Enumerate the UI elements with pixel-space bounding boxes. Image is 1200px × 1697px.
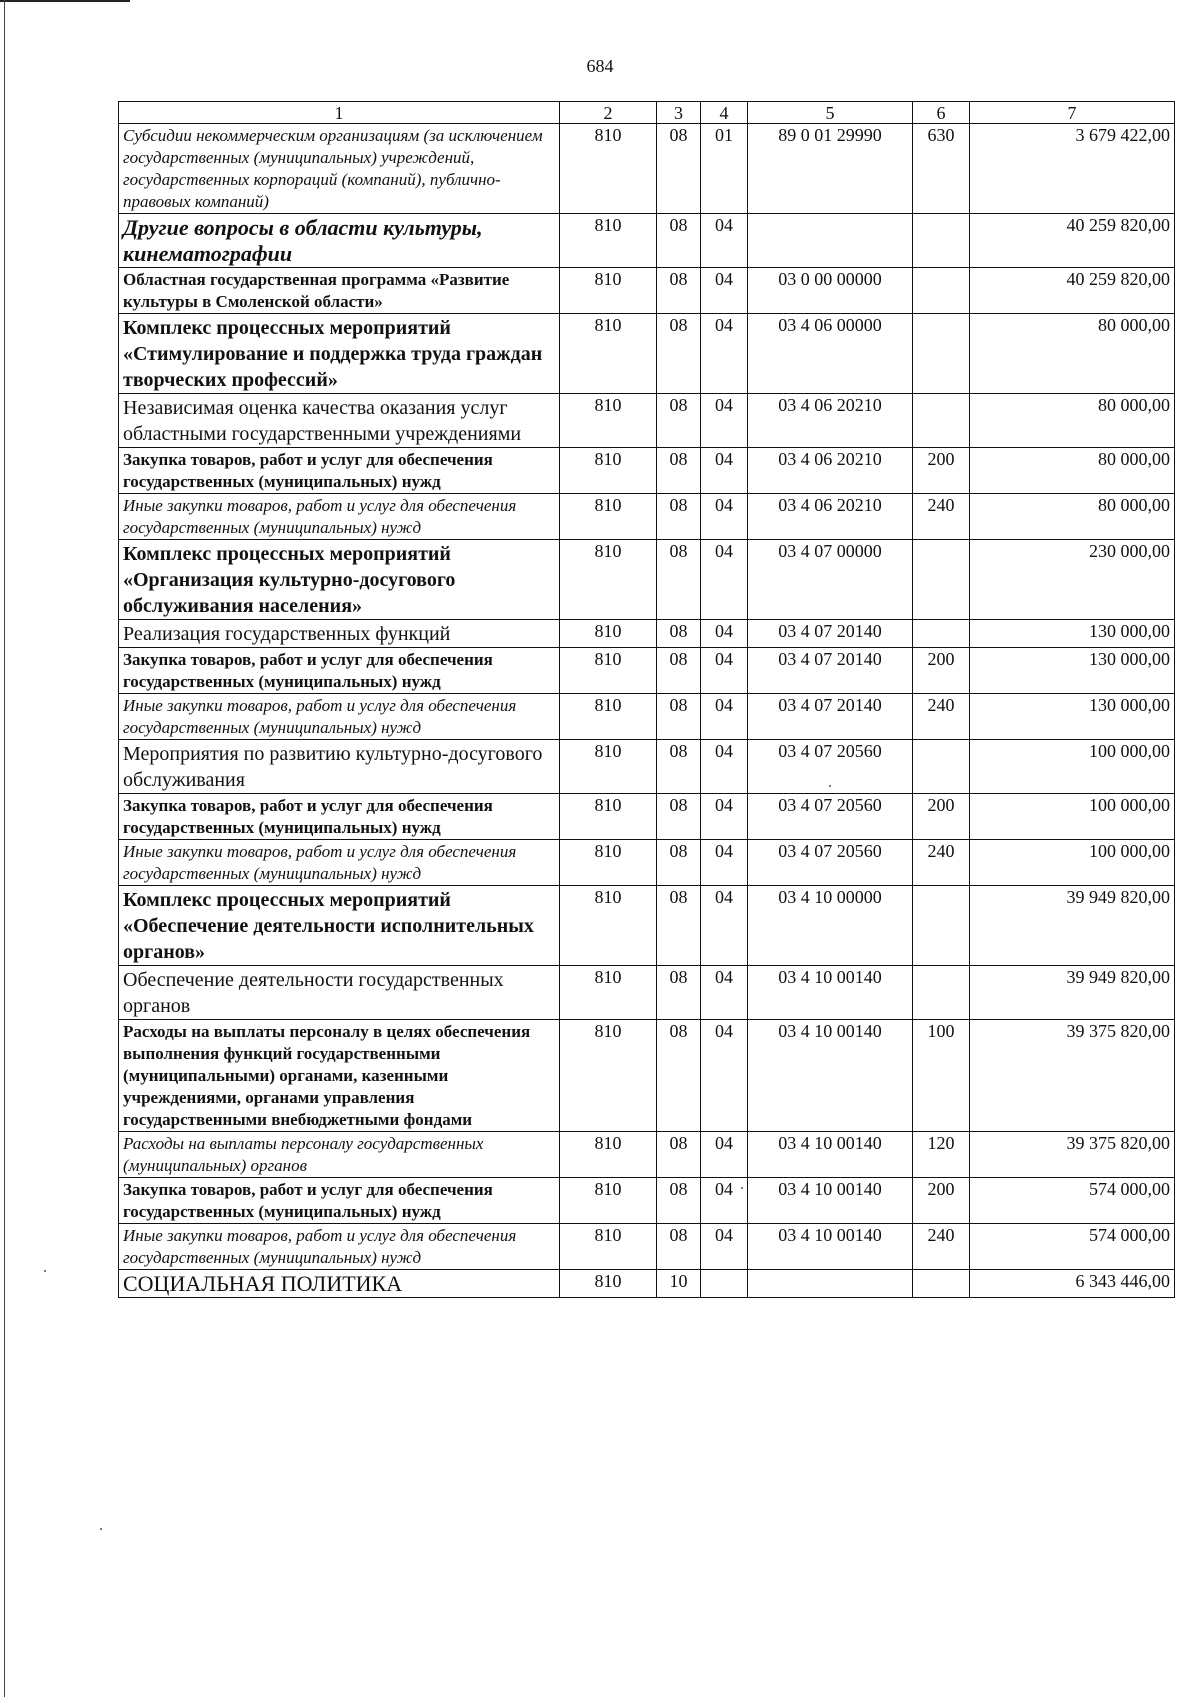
ministry-code-cell: 810 bbox=[560, 1178, 657, 1224]
expense-type-code-cell: 240 bbox=[913, 494, 970, 540]
section-code-cell: 08 bbox=[657, 540, 701, 620]
item-name-cell: СОЦИАЛЬНАЯ ПОЛИТИКА bbox=[119, 1270, 560, 1298]
table-row bbox=[119, 886, 1175, 966]
target-article-code-cell: 03 4 06 20210 bbox=[748, 448, 913, 494]
target-article-code-cell: 03 4 10 00140 bbox=[748, 1178, 913, 1224]
header-col-2: 2 bbox=[560, 102, 657, 124]
amount-cell: 39 375 820,00 bbox=[970, 1020, 1175, 1132]
expense-type-code-cell bbox=[913, 540, 970, 620]
subsection-code-cell: 04 bbox=[701, 694, 748, 740]
page-number: 684 bbox=[586, 56, 614, 76]
subsection-code-cell: 04 bbox=[701, 740, 748, 794]
amount-cell: 40 259 820,00 bbox=[970, 268, 1175, 314]
subsection-code-cell: 04 bbox=[701, 1178, 748, 1224]
subsection-code-cell: 04 bbox=[701, 1132, 748, 1178]
table-row bbox=[119, 394, 1175, 448]
ministry-code-cell: 810 bbox=[560, 540, 657, 620]
expense-type-code-cell: 630 bbox=[913, 124, 970, 214]
table-header-row bbox=[119, 102, 1175, 124]
header-col-6: 6 bbox=[913, 102, 970, 124]
subsection-code-cell: 04 bbox=[701, 794, 748, 840]
subsection-code-cell: 04 bbox=[701, 1224, 748, 1270]
amount-cell: 40 259 820,00 bbox=[970, 214, 1175, 268]
table-row bbox=[119, 620, 1175, 648]
section-code-cell: 08 bbox=[657, 620, 701, 648]
subsection-code-cell: 04 bbox=[701, 886, 748, 966]
expense-type-code-cell bbox=[913, 620, 970, 648]
target-article-code-cell: 03 4 10 00000 bbox=[748, 886, 913, 966]
target-article-code-cell: 03 4 06 20210 bbox=[748, 494, 913, 540]
target-article-code-cell: 03 4 07 00000 bbox=[748, 540, 913, 620]
header-col-1: 1 bbox=[119, 102, 560, 124]
ministry-code-cell: 810 bbox=[560, 886, 657, 966]
expense-type-code-cell bbox=[913, 740, 970, 794]
target-article-code-cell: 03 4 07 20560 bbox=[748, 740, 913, 794]
table-row bbox=[119, 1132, 1175, 1178]
ministry-code-cell: 810 bbox=[560, 620, 657, 648]
ministry-code-cell: 810 bbox=[560, 1020, 657, 1132]
table-row bbox=[119, 794, 1175, 840]
amount-cell: 130 000,00 bbox=[970, 648, 1175, 694]
item-name-cell: Расходы на выплаты персоналу государственных (муниципальных) органов bbox=[119, 1132, 560, 1178]
amount-cell: 39 375 820,00 bbox=[970, 1132, 1175, 1178]
amount-cell: 39 949 820,00 bbox=[970, 886, 1175, 966]
table-row bbox=[119, 214, 1175, 268]
scan-speck bbox=[44, 1270, 46, 1272]
amount-cell: 574 000,00 bbox=[970, 1178, 1175, 1224]
item-name-cell: Закупка товаров, работ и услуг для обеспечения государственных (муниципальных) нужд bbox=[119, 448, 560, 494]
scan-speck bbox=[100, 1528, 102, 1530]
item-name-cell: Областная государственная программа «Развитие культуры в Смоленской области» bbox=[119, 268, 560, 314]
target-article-code-cell bbox=[748, 214, 913, 268]
subsection-code-cell bbox=[701, 1270, 748, 1298]
item-name-cell: Обеспечение деятельности государственных органов bbox=[119, 966, 560, 1020]
expense-type-code-cell bbox=[913, 214, 970, 268]
section-code-cell: 08 bbox=[657, 124, 701, 214]
ministry-code-cell: 810 bbox=[560, 214, 657, 268]
subsection-code-cell: 04 bbox=[701, 394, 748, 448]
table-row bbox=[119, 540, 1175, 620]
amount-cell: 80 000,00 bbox=[970, 394, 1175, 448]
table-row bbox=[119, 268, 1175, 314]
amount-cell: 6 343 446,00 bbox=[970, 1270, 1175, 1298]
table-row bbox=[119, 494, 1175, 540]
target-article-code-cell: 03 4 07 20140 bbox=[748, 648, 913, 694]
ministry-code-cell: 810 bbox=[560, 314, 657, 394]
table-row bbox=[119, 840, 1175, 886]
amount-cell: 130 000,00 bbox=[970, 620, 1175, 648]
subsection-code-cell: 04 bbox=[701, 1020, 748, 1132]
section-code-cell: 08 bbox=[657, 794, 701, 840]
item-name-cell: Закупка товаров, работ и услуг для обеспечения государственных (муниципальных) нужд bbox=[119, 648, 560, 694]
item-name-cell: Комплекс процессных мероприятий «Обеспечение деятельности исполнительных органов» bbox=[119, 886, 560, 966]
scan-speck bbox=[741, 1187, 743, 1189]
scan-speck bbox=[829, 785, 831, 787]
expense-type-code-cell bbox=[913, 1270, 970, 1298]
expense-type-code-cell: 100 bbox=[913, 1020, 970, 1132]
section-code-cell: 08 bbox=[657, 314, 701, 394]
item-name-cell: Иные закупки товаров, работ и услуг для обеспечения государственных (муниципальных) нужд bbox=[119, 694, 560, 740]
section-code-cell: 08 bbox=[657, 648, 701, 694]
table-row bbox=[119, 648, 1175, 694]
amount-cell: 100 000,00 bbox=[970, 740, 1175, 794]
expense-type-code-cell: 200 bbox=[913, 794, 970, 840]
amount-cell: 100 000,00 bbox=[970, 840, 1175, 886]
target-article-code-cell: 89 0 01 29990 bbox=[748, 124, 913, 214]
target-article-code-cell: 03 4 06 20210 bbox=[748, 394, 913, 448]
section-code-cell: 08 bbox=[657, 1224, 701, 1270]
ministry-code-cell: 810 bbox=[560, 1224, 657, 1270]
target-article-code-cell: 03 4 10 00140 bbox=[748, 1132, 913, 1178]
subsection-code-cell: 04 bbox=[701, 966, 748, 1020]
amount-cell: 3 679 422,00 bbox=[970, 124, 1175, 214]
expense-type-code-cell bbox=[913, 314, 970, 394]
header-col-4: 4 bbox=[701, 102, 748, 124]
ministry-code-cell: 810 bbox=[560, 394, 657, 448]
table-row bbox=[119, 1178, 1175, 1224]
item-name-cell: Иные закупки товаров, работ и услуг для обеспечения государственных (муниципальных) нужд bbox=[119, 840, 560, 886]
scan-edge-left bbox=[4, 0, 5, 1697]
table-row bbox=[119, 1270, 1175, 1298]
section-code-cell: 08 bbox=[657, 448, 701, 494]
section-code-cell: 08 bbox=[657, 394, 701, 448]
expense-type-code-cell: 120 bbox=[913, 1132, 970, 1178]
target-article-code-cell: 03 4 10 00140 bbox=[748, 966, 913, 1020]
ministry-code-cell: 810 bbox=[560, 648, 657, 694]
expense-type-code-cell: 240 bbox=[913, 1224, 970, 1270]
section-code-cell: 10 bbox=[657, 1270, 701, 1298]
section-code-cell: 08 bbox=[657, 740, 701, 794]
ministry-code-cell: 810 bbox=[560, 1132, 657, 1178]
item-name-cell: Закупка товаров, работ и услуг для обеспечения государственных (муниципальных) нужд bbox=[119, 794, 560, 840]
table-row bbox=[119, 694, 1175, 740]
target-article-code-cell: 03 4 07 20560 bbox=[748, 794, 913, 840]
subsection-code-cell: 04 bbox=[701, 214, 748, 268]
ministry-code-cell: 810 bbox=[560, 124, 657, 214]
amount-cell: 130 000,00 bbox=[970, 694, 1175, 740]
ministry-code-cell: 810 bbox=[560, 740, 657, 794]
ministry-code-cell: 810 bbox=[560, 694, 657, 740]
section-code-cell: 08 bbox=[657, 1178, 701, 1224]
item-name-cell: Реализация государственных функций bbox=[119, 620, 560, 648]
item-name-cell: Комплекс процессных мероприятий «Стимулирование и поддержка труда граждан творческих профессий» bbox=[119, 314, 560, 394]
header-col-3: 3 bbox=[657, 102, 701, 124]
table-row bbox=[119, 1020, 1175, 1132]
ministry-code-cell: 810 bbox=[560, 1270, 657, 1298]
amount-cell: 80 000,00 bbox=[970, 448, 1175, 494]
table-row bbox=[119, 1224, 1175, 1270]
target-article-code-cell: 03 0 00 00000 bbox=[748, 268, 913, 314]
expense-type-code-cell bbox=[913, 966, 970, 1020]
item-name-cell: Иные закупки товаров, работ и услуг для обеспечения государственных (муниципальных) нужд bbox=[119, 494, 560, 540]
target-article-code-cell: 03 4 10 00140 bbox=[748, 1020, 913, 1132]
amount-cell: 574 000,00 bbox=[970, 1224, 1175, 1270]
scan-edge-top bbox=[0, 0, 130, 2]
ministry-code-cell: 810 bbox=[560, 448, 657, 494]
item-name-cell: Субсидии некоммерческим организациям (за исключением государственных (муниципальных) учреждений, государственных корпораций (компаний), публично-правовых компаний) bbox=[119, 124, 560, 214]
section-code-cell: 08 bbox=[657, 268, 701, 314]
item-name-cell: Иные закупки товаров, работ и услуг для обеспечения государственных (муниципальных) нужд bbox=[119, 1224, 560, 1270]
subsection-code-cell: 04 bbox=[701, 494, 748, 540]
section-code-cell: 08 bbox=[657, 494, 701, 540]
header-col-5: 5 bbox=[748, 102, 913, 124]
subsection-code-cell: 04 bbox=[701, 448, 748, 494]
subsection-code-cell: 04 bbox=[701, 620, 748, 648]
subsection-code-cell: 04 bbox=[701, 268, 748, 314]
amount-cell: 80 000,00 bbox=[970, 314, 1175, 394]
item-name-cell: Другие вопросы в области культуры, кинематографии bbox=[119, 214, 560, 268]
section-code-cell: 08 bbox=[657, 1020, 701, 1132]
expense-type-code-cell bbox=[913, 886, 970, 966]
ministry-code-cell: 810 bbox=[560, 840, 657, 886]
target-article-code-cell: 03 4 06 00000 bbox=[748, 314, 913, 394]
target-article-code-cell: 03 4 10 00140 bbox=[748, 1224, 913, 1270]
header-col-7: 7 bbox=[970, 102, 1175, 124]
section-code-cell: 08 bbox=[657, 840, 701, 886]
ministry-code-cell: 810 bbox=[560, 494, 657, 540]
subsection-code-cell: 04 bbox=[701, 314, 748, 394]
expense-type-code-cell: 200 bbox=[913, 648, 970, 694]
expense-type-code-cell: 240 bbox=[913, 694, 970, 740]
expense-type-code-cell bbox=[913, 268, 970, 314]
item-name-cell: Закупка товаров, работ и услуг для обеспечения государственных (муниципальных) нужд bbox=[119, 1178, 560, 1224]
item-name-cell: Независимая оценка качества оказания услуг областными государственными учреждениями bbox=[119, 394, 560, 448]
target-article-code-cell: 03 4 07 20560 bbox=[748, 840, 913, 886]
table-row bbox=[119, 448, 1175, 494]
subsection-code-cell: 04 bbox=[701, 648, 748, 694]
expense-type-code-cell: 200 bbox=[913, 1178, 970, 1224]
amount-cell: 230 000,00 bbox=[970, 540, 1175, 620]
amount-cell: 39 949 820,00 bbox=[970, 966, 1175, 1020]
section-code-cell: 08 bbox=[657, 886, 701, 966]
expense-type-code-cell: 240 bbox=[913, 840, 970, 886]
ministry-code-cell: 810 bbox=[560, 268, 657, 314]
subsection-code-cell: 04 bbox=[701, 540, 748, 620]
subsection-code-cell: 04 bbox=[701, 840, 748, 886]
budget-table bbox=[118, 101, 1175, 1298]
target-article-code-cell: 03 4 07 20140 bbox=[748, 694, 913, 740]
section-code-cell: 08 bbox=[657, 1132, 701, 1178]
item-name-cell: Комплекс процессных мероприятий «Организация культурно-досугового обслуживания населения» bbox=[119, 540, 560, 620]
expense-type-code-cell bbox=[913, 394, 970, 448]
table-row bbox=[119, 740, 1175, 794]
subsection-code-cell: 01 bbox=[701, 124, 748, 214]
expense-type-code-cell: 200 bbox=[913, 448, 970, 494]
target-article-code-cell: 03 4 07 20140 bbox=[748, 620, 913, 648]
target-article-code-cell bbox=[748, 1270, 913, 1298]
ministry-code-cell: 810 bbox=[560, 966, 657, 1020]
ministry-code-cell: 810 bbox=[560, 794, 657, 840]
table-row bbox=[119, 966, 1175, 1020]
item-name-cell: Мероприятия по развитию культурно-досугового обслуживания bbox=[119, 740, 560, 794]
amount-cell: 80 000,00 bbox=[970, 494, 1175, 540]
section-code-cell: 08 bbox=[657, 966, 701, 1020]
table-row bbox=[119, 314, 1175, 394]
table-row bbox=[119, 124, 1175, 214]
item-name-cell: Расходы на выплаты персоналу в целях обеспечения выполнения функций государственными (муниципальными) органами, казенными учреждениями, органами управления государственными внебюджетными фондами bbox=[119, 1020, 560, 1132]
section-code-cell: 08 bbox=[657, 214, 701, 268]
amount-cell: 100 000,00 bbox=[970, 794, 1175, 840]
section-code-cell: 08 bbox=[657, 694, 701, 740]
